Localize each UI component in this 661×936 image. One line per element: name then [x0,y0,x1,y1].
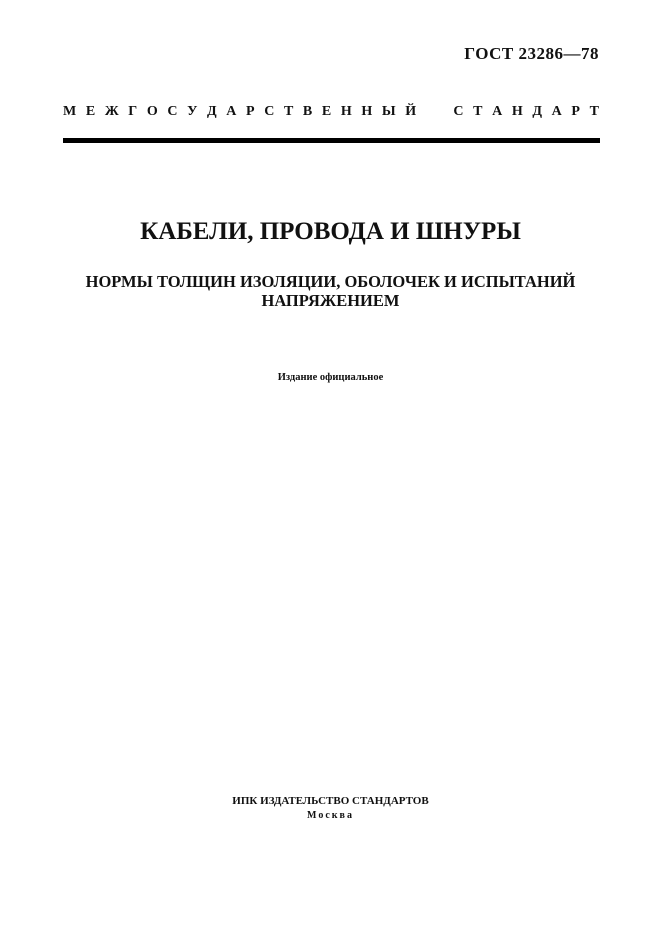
heading-letter: Е [321,104,332,119]
publisher-name: ИПК ИЗДАТЕЛЬСТВО СТАНДАРТОВ [232,795,429,807]
word-gap [426,104,444,120]
heading-letter: С [453,104,464,119]
heading-letter: Р [246,104,255,119]
heading-letter: Д [207,104,217,119]
heading-letter: А [551,104,562,119]
edition-note: Издание официальное [277,372,384,383]
subtitle-line-2: НАПРЯЖЕНИЕМ [261,291,400,310]
heading-letter: В [302,104,313,119]
heading-letter: Е [85,104,96,119]
standard-type-heading [63,104,599,120]
heading-letter: Н [361,104,373,119]
heading-letter: Н [340,104,352,119]
subtitle-line-1: НОРМЫ ТОЛЩИН ИЗОЛЯЦИИ, ОБОЛОЧЕК И ИСПЫТАНИЙ [85,272,576,291]
heading-letter: С [264,104,275,119]
heading-letter: А [492,104,503,119]
header-rule [63,138,600,143]
heading-letter: С [167,104,178,119]
heading-letter: А [226,104,237,119]
heading-letter: О [146,104,158,119]
heading-letter: Т [473,104,483,119]
publisher-city: Москва [307,810,354,821]
heading-letter: Т [589,104,599,119]
heading-letter: Ж [104,104,119,119]
heading-letter: Д [532,104,543,119]
heading-letter: М [63,104,77,119]
heading-letter: Н [511,104,523,119]
document-title: КАБЕЛИ, ПРОВОДА И ШНУРЫ [140,218,521,245]
heading-letter: Г [128,104,138,119]
heading-letter: Ы [381,104,396,119]
document-number: ГОСТ 23286—78 [464,44,599,63]
heading-letter: Р [571,104,580,119]
heading-letter: Й [405,104,417,119]
heading-letter: У [187,104,198,119]
heading-letter: Т [283,104,294,119]
document-subtitle [40,272,621,310]
